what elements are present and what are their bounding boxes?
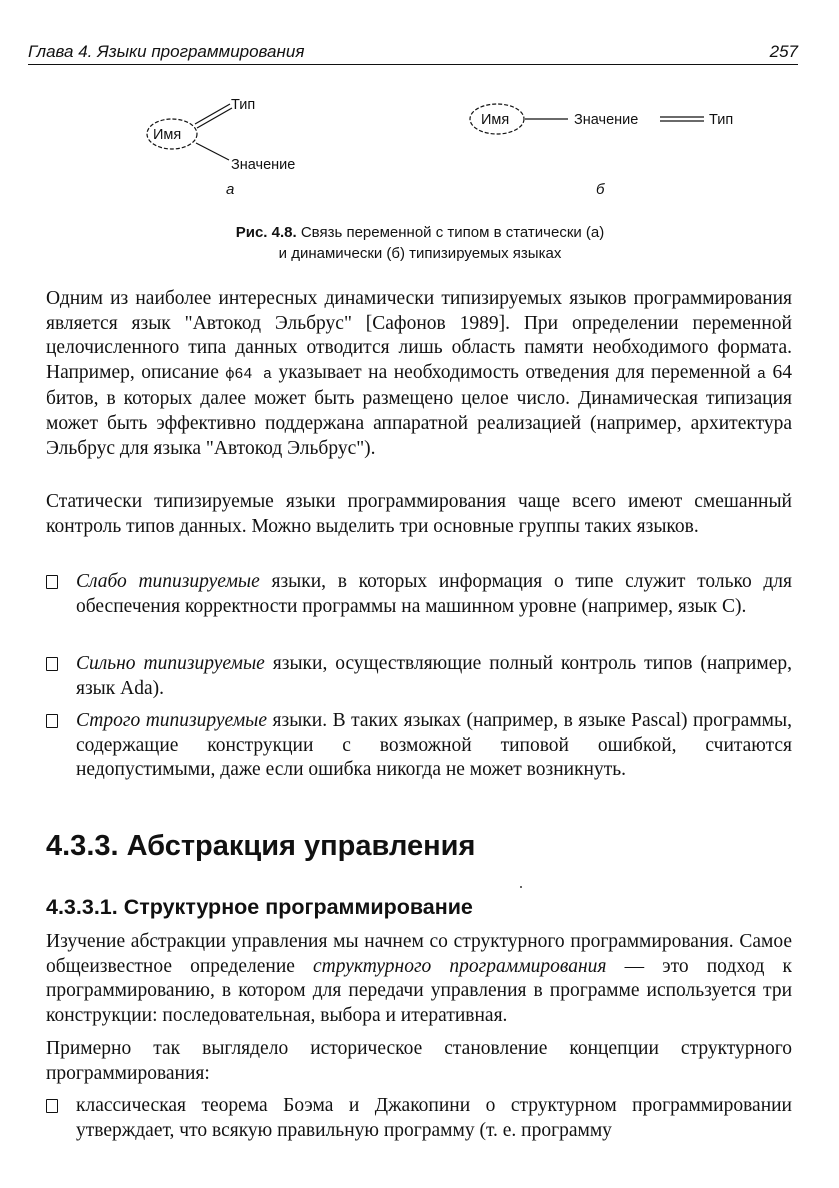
p3-text-2: — это подход к программированию, в котором для передачи управления в программе используется три конструкции: последовательная, выбора и итеративная. xyxy=(46,955,792,1026)
paragraph-static-typing: Статически типизируемые языки программирования чаще всего имеют смешанный контроль типов данных. Можно выделить три основные группы таких языков. xyxy=(46,491,792,537)
bullet-term: Сильно типизируемые xyxy=(76,653,265,674)
page-number: 257 xyxy=(769,42,798,61)
subsection-heading: 4.3.3.1. Структурное программирование xyxy=(46,895,473,919)
figure-caption xyxy=(140,222,700,264)
checkbox-bullet-icon xyxy=(46,1099,58,1113)
section-heading: 4.3.3. Абстракция управления xyxy=(46,830,476,862)
bullet-term: Строго типизируемые xyxy=(76,710,268,731)
paragraph-structured-programming xyxy=(46,930,792,1028)
type-label-b: Тип xyxy=(709,112,734,128)
caption-text-1: Связь переменной с типом в статически (а) xyxy=(300,224,605,241)
p1-code: ф64 а xyxy=(225,365,273,383)
caption-number: Рис. 4.8. xyxy=(235,224,297,241)
bullet-text xyxy=(76,709,792,783)
bullet-body: языки, осуществляющие полный контроль типов (например, язык Ada). xyxy=(76,653,792,699)
checkbox-bullet-icon xyxy=(46,575,58,589)
scan-speck xyxy=(520,886,522,888)
chapter-title: Глава 4. Языки программирования xyxy=(28,42,305,61)
bullet-text xyxy=(76,652,792,701)
diagram-a-label: а xyxy=(226,181,235,198)
checkbox-bullet-icon xyxy=(46,657,58,671)
p3-term: структурного программирования xyxy=(313,955,607,977)
diagram-a xyxy=(147,97,295,198)
type-label-a: Тип xyxy=(231,97,256,113)
p1-text-2: указывает на необходимость отведения для переменной xyxy=(272,361,757,383)
paragraph-elbrus xyxy=(46,287,792,461)
name-node-b-label: Имя xyxy=(481,112,510,128)
caption-line-1 xyxy=(140,222,700,243)
running-head xyxy=(28,40,798,65)
type-link-a-1 xyxy=(195,104,230,124)
p1-text-1: Одним из наиболее интересных динамически типизируемых языков программирования является язык "Автокод Эльбрус" [Сафонов 1989]. При определении переменной целочисленного типа данных отводится лишь область памяти необходимого формата. Например, описание xyxy=(46,288,792,383)
bullet-term: Слабо типизируемые xyxy=(76,571,260,592)
diagram-b xyxy=(470,104,733,198)
bullet-text: классическая теорема Боэма и Джакопини о структурном программировании утверждает, что всякую правильную программу (т. е. программу xyxy=(76,1095,792,1141)
value-link-a xyxy=(196,143,229,160)
p3-text-1: Изучение абстракции управления мы начнем со структурного программирования. Самое общеизвестное определение xyxy=(46,931,792,977)
diagram-b-label: б xyxy=(596,181,605,198)
bullet-body: языки. В таких языках (например, в языке Pascal) программы, содержащие конструкции с возможной типовой ошибкой, считаются недопустимыми, даже если ошибка никогда не может возникнуть. xyxy=(76,710,792,781)
caption-line-2: и динамически (б) типизируемых языках xyxy=(278,245,562,262)
name-node-a-label: Имя xyxy=(153,127,182,143)
bullet-text xyxy=(76,570,792,619)
p1-text-3: 64 битов, в которых далее может быть размещено целое число. Динамическая типизация может быть эффективно поддержана аппаратной реализацией (например, архитектура Эльбрус для языка "Автокод Эльбрус"). xyxy=(46,361,793,459)
p1-code-2: а xyxy=(757,365,767,383)
type-link-a-2 xyxy=(197,108,232,128)
paragraph-history: Примерно так выглядело историческое становление концепции структурного программирования: xyxy=(46,1038,792,1084)
bullet-body: языки, в которых информация о типе служит только для обеспечения корректности программы на машинном уровне (например, язык С). xyxy=(76,571,792,617)
value-label-a: Значение xyxy=(231,157,296,173)
value-label-b: Значение xyxy=(574,112,639,128)
checkbox-bullet-icon xyxy=(46,714,58,728)
